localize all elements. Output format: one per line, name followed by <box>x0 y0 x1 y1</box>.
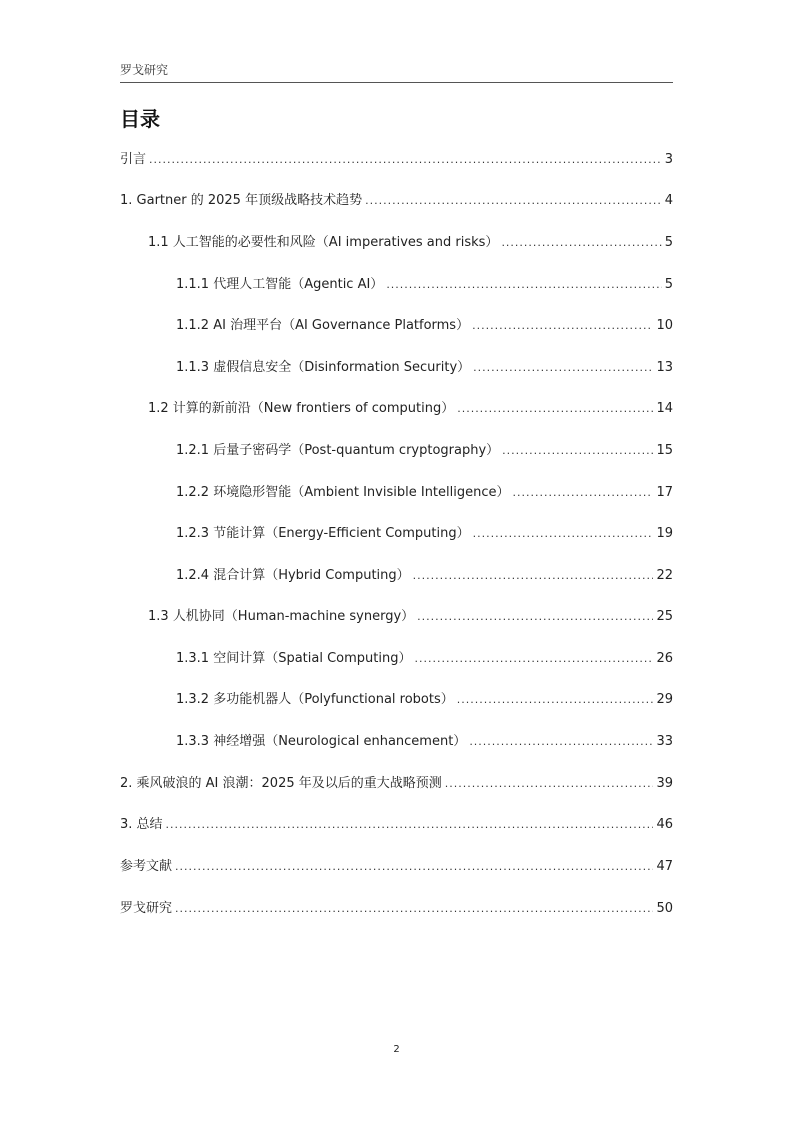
toc-entry-page: 13 <box>656 360 673 375</box>
toc-entry-page: 50 <box>656 901 673 916</box>
toc-leader-dots <box>473 525 654 543</box>
toc-entry-label: 1.1.3 虚假信息安全（Disinformation Security） <box>176 360 471 375</box>
toc-leader-dots <box>473 359 653 377</box>
toc-leader-dots <box>457 691 654 709</box>
toc-entry-label: 1.3 人机协同（Human-machine synergy） <box>148 609 415 624</box>
toc-leader-dots <box>513 484 654 502</box>
toc-entry-label: 1.1.2 AI 治理平台（AI Governance Platforms） <box>176 318 470 333</box>
toc-entry-1-1-2[interactable] <box>176 317 673 335</box>
toc-entry-label: 1.2.3 节能计算（Energy-Efficient Computing） <box>176 526 470 541</box>
toc-entry-page: 29 <box>656 692 673 707</box>
toc-title: 目录 <box>120 107 160 131</box>
toc-entry-1-3[interactable] <box>148 608 673 626</box>
toc-entry-page: 15 <box>656 443 673 458</box>
toc-entry-label: 3. 总结 <box>120 817 163 832</box>
toc-entry-chapter-1[interactable] <box>120 192 673 210</box>
toc-leader-dots <box>175 858 653 876</box>
header-title: 罗戈研究 <box>120 63 169 77</box>
toc-entry-chapter-2[interactable] <box>120 775 673 793</box>
toc-leader-dots <box>415 650 654 668</box>
toc-leader-dots <box>175 900 653 918</box>
toc-entry-label: 1.2.2 环境隐形智能（Ambient Invisible Intelligence） <box>176 485 510 500</box>
toc-entry-page: 5 <box>664 277 673 292</box>
toc-entry-label: 1.2 计算的新前沿（New frontiers of computing） <box>148 401 455 416</box>
toc-entry-1-3-3[interactable] <box>176 733 673 751</box>
toc-leader-dots <box>472 317 653 335</box>
toc-entry-1-2-4[interactable] <box>176 567 673 585</box>
toc-entry-1-1-1[interactable] <box>176 276 673 294</box>
toc-entry-label: 1.2.4 混合计算（Hybrid Computing） <box>176 568 410 583</box>
toc-entry-page: 10 <box>656 318 673 333</box>
toc-entry-label: 1.3.1 空间计算（Spatial Computing） <box>176 651 412 666</box>
toc-entry-label: 1.1 人工智能的必要性和风险（AI imperatives and risks） <box>148 235 499 250</box>
toc-entry-page: 14 <box>656 401 673 416</box>
toc-entry-page: 22 <box>656 568 673 583</box>
toc-leader-dots <box>413 567 654 585</box>
toc-entry-1-3-2[interactable] <box>176 691 673 709</box>
toc-entry-page: 4 <box>664 193 673 208</box>
toc-leader-dots <box>166 816 654 834</box>
toc-entry-label: 1.1.1 代理人工智能（Agentic AI） <box>176 277 384 292</box>
toc-entry-page: 5 <box>664 235 673 250</box>
toc-entry-page: 46 <box>656 817 673 832</box>
toc-entry-luoge-research[interactable] <box>120 900 673 918</box>
toc-entry-introduction[interactable] <box>120 151 673 169</box>
toc-entry-references[interactable] <box>120 858 673 876</box>
toc-entry-page: 25 <box>656 609 673 624</box>
toc-leader-dots <box>149 151 662 169</box>
toc-entry-1-2-1[interactable] <box>176 442 673 460</box>
toc-entry-page: 33 <box>656 734 673 749</box>
toc-leader-dots <box>501 234 661 252</box>
toc-entry-1-2-3[interactable] <box>176 525 673 543</box>
toc-entry-label: 2. 乘风破浪的 AI 浪潮：2025 年及以后的重大战略预测 <box>120 776 442 791</box>
page-number: 2 <box>393 1044 400 1055</box>
toc-leader-dots <box>386 276 661 294</box>
toc-entry-label: 参考文献 <box>120 859 173 874</box>
toc-entry-label: 1.3.3 神经增强（Neurological enhancement） <box>176 734 467 749</box>
toc-entry-page: 19 <box>656 526 673 541</box>
toc-leader-dots <box>457 400 653 418</box>
toc-entry-1-2-2[interactable] <box>176 484 673 502</box>
toc-entry-1-1-3[interactable] <box>176 359 673 377</box>
toc-leader-dots <box>502 442 653 460</box>
toc-entry-page: 26 <box>656 651 673 666</box>
toc-leader-dots <box>469 733 653 751</box>
toc-entry-page: 47 <box>656 859 673 874</box>
toc-entry-page: 39 <box>656 776 673 791</box>
toc-entry-chapter-3[interactable] <box>120 816 673 834</box>
toc-leader-dots <box>445 775 654 793</box>
toc-entry-label: 罗戈研究 <box>120 901 173 916</box>
toc-entry-page: 3 <box>664 152 673 167</box>
toc-leader-dots <box>417 608 653 626</box>
toc-entry-label: 1.2.1 后量子密码学（Post-quantum cryptography） <box>176 443 500 458</box>
toc-entry-label: 1. Gartner 的 2025 年顶级战略技术趋势 <box>120 193 363 208</box>
toc-entry-1-1[interactable] <box>148 234 673 252</box>
toc-entry-page: 17 <box>656 485 673 500</box>
toc-entry-label: 1.3.2 多功能机器人（Polyfunctional robots） <box>176 692 454 707</box>
toc-leader-dots <box>365 192 662 210</box>
toc-entry-1-3-1[interactable] <box>176 650 673 668</box>
toc-entry-label: 引言 <box>120 152 147 167</box>
toc-entry-1-2[interactable] <box>148 400 673 418</box>
